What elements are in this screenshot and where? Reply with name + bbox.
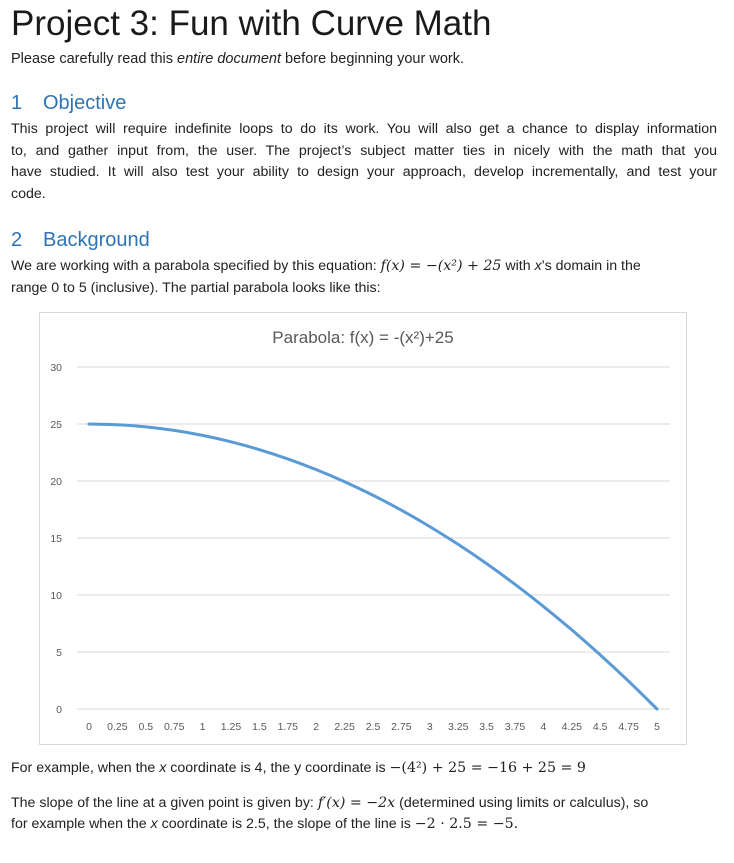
- objective-line-1: This project will require indefinite loops to do its work. You will also get a chance to display information: [11, 121, 717, 137]
- x-tick-label: 0.75: [163, 721, 185, 733]
- y-tick-label: 5: [56, 647, 62, 659]
- example-text: For example, when the: [11, 760, 160, 776]
- parabola-chart: [39, 312, 687, 745]
- x-tick-label: 4.5: [592, 721, 608, 733]
- section-heading-background: [11, 228, 150, 252]
- y-tick-label: 10: [50, 590, 62, 602]
- intro-pre: Please carefully read this: [11, 51, 178, 67]
- background-paragraph: [11, 256, 717, 299]
- y-tick-label: 30: [50, 362, 62, 374]
- x-tick-label: 0.25: [107, 721, 128, 733]
- y-tick-label: 15: [50, 533, 62, 545]
- example-equation: −(4²) + 25 = −16 + 25 = 9: [389, 760, 586, 776]
- parabola-series-line: [89, 424, 657, 709]
- background-text: ’s domain in the: [541, 258, 641, 274]
- objective-line-3: have studied. It will also test your ability to design your approach, develop incrementally, and test your: [11, 164, 717, 180]
- x-tick-label: 0: [86, 721, 92, 733]
- intro-emphasis: entire document: [177, 51, 282, 67]
- variable-x: x: [150, 816, 158, 832]
- objective-paragraph: [11, 119, 717, 205]
- background-line-2: range 0 to 5 (inclusive). The partial parabola looks like this:: [11, 279, 381, 296]
- x-tick-label: 3.25: [447, 721, 469, 733]
- chart-title: Parabola: f(x) = -(x²)+25: [272, 328, 454, 347]
- intro-text: [11, 49, 464, 69]
- x-tick-label: 4: [540, 721, 547, 733]
- y-tick-label: 20: [50, 476, 62, 488]
- x-tick-label: 2.5: [365, 721, 381, 733]
- section-title: Objective: [43, 92, 127, 114]
- chart-gridlines: [77, 367, 670, 709]
- page-title: Project 3: Fun with Curve Math: [11, 4, 492, 43]
- example-text: coordinate is 4, the y coordinate is: [166, 760, 390, 776]
- example-text: (determined using limits or calculus), so: [395, 795, 649, 811]
- y-tick-label: 0: [56, 704, 62, 716]
- example-2-line-2: [11, 814, 518, 835]
- example-2-line-1: [11, 793, 648, 814]
- variable-x: x: [534, 258, 542, 274]
- x-tick-label: 1: [199, 721, 206, 733]
- example-1: [11, 758, 586, 779]
- x-tick-label: 5: [654, 721, 660, 733]
- y-tick-label: 25: [50, 419, 62, 431]
- section-heading-objective: [11, 91, 126, 115]
- chart-svg: [40, 313, 686, 744]
- x-tick-label: 4.75: [618, 721, 639, 733]
- x-tick-label: 2.25: [334, 721, 355, 733]
- slope-equation: −2 · 2.5 = −5.: [414, 816, 519, 832]
- x-tick-label: 1.5: [252, 721, 267, 733]
- x-tick-label: 2: [313, 721, 320, 733]
- background-line-1: [11, 256, 717, 278]
- x-tick-label: 3: [426, 721, 433, 733]
- intro-post: before beginning your work.: [281, 51, 464, 67]
- background-text: with: [501, 258, 535, 274]
- x-tick-label: 3.75: [504, 721, 526, 733]
- x-axis-ticks: [86, 721, 660, 733]
- section-number: 2: [11, 229, 23, 251]
- x-tick-label: 2.75: [391, 721, 412, 733]
- x-tick-label: 3.5: [479, 721, 494, 733]
- parabola-equation: f(x) = −(x²) + 25: [380, 258, 502, 274]
- x-tick-label: 0.5: [138, 721, 154, 733]
- objective-line-2: to, and gather input from, the user. The project’s subject matter ties in nicely with the math that you: [11, 142, 717, 159]
- y-axis-ticks: [50, 362, 62, 716]
- section-title: Background: [43, 229, 150, 251]
- example-text: The slope of the line at a given point is given by:: [11, 795, 318, 811]
- section-number: 1: [11, 92, 23, 114]
- background-text: We are working with a parabola specified by this equation:: [11, 258, 381, 274]
- x-tick-label: 1.25: [220, 721, 242, 733]
- example-text: for example when the: [11, 816, 151, 832]
- derivative-equation: f′(x) = −2x: [317, 795, 396, 811]
- chart-series: [89, 424, 657, 709]
- variable-x: x: [159, 760, 167, 776]
- x-tick-label: 1.75: [277, 721, 299, 733]
- objective-line-4: code.: [11, 185, 46, 202]
- example-text: coordinate is 2.5, the slope of the line is: [157, 816, 415, 832]
- x-tick-label: 4.25: [561, 721, 583, 733]
